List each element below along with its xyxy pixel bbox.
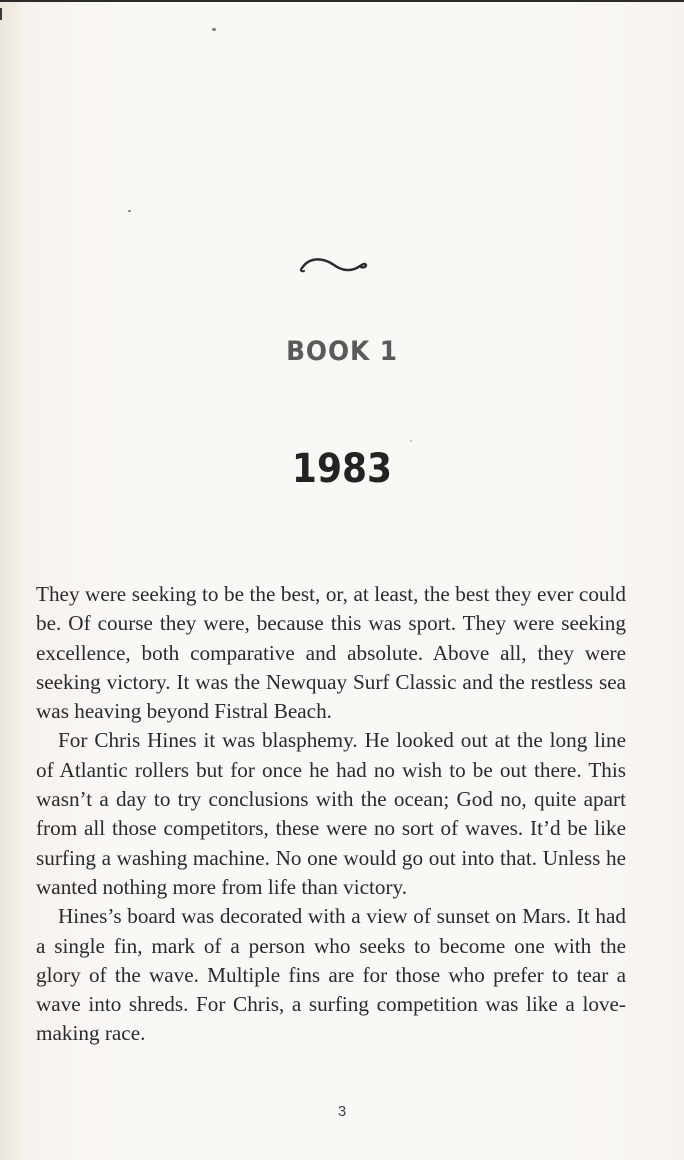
body-text xyxy=(36,580,626,1049)
paragraph: They were seeking to be the best, or, at least, the best they ever could be. Of course they were, because this was sport. They were seeking excellence, both comparative and absolute. Above all, they were seeking victory. It was the Newquay Surf Classic and the restless sea was heaving beyond Fistral Beach. xyxy=(36,582,626,724)
chapter-year-title: 1983 xyxy=(291,446,393,492)
paragraph: For Chris Hines it was blasphemy. He looked out at the long line of Atlantic rollers but for once he had no wish to be out there. This wasn’t a day to try conclusions with the ocean; God no, quite apart from all those competitors, these were no sort of waves. It’d be like surfing a washing machine. No one would go out into that. Unless he wanted nothing more from life than victory. xyxy=(36,728,626,899)
paragraph: Hines’s board was decorated with a view of sunset on Mars. It had a single fin, mark of a person who seeks to become one with the glory of the wave. Multiple fins are for those who prefer to tear a wave into shreds. For Chris, a surfing competition was like a love-making race. xyxy=(36,904,626,1046)
page-left-mark xyxy=(0,8,2,20)
paper-speck xyxy=(128,210,131,212)
book-label: BOOK 1 xyxy=(286,336,398,367)
paper-speck xyxy=(212,28,216,31)
page-number: 3 xyxy=(337,1103,347,1120)
paper-speck xyxy=(410,440,412,442)
page-top-edge xyxy=(0,0,684,2)
swash-ornament-icon xyxy=(296,254,368,278)
